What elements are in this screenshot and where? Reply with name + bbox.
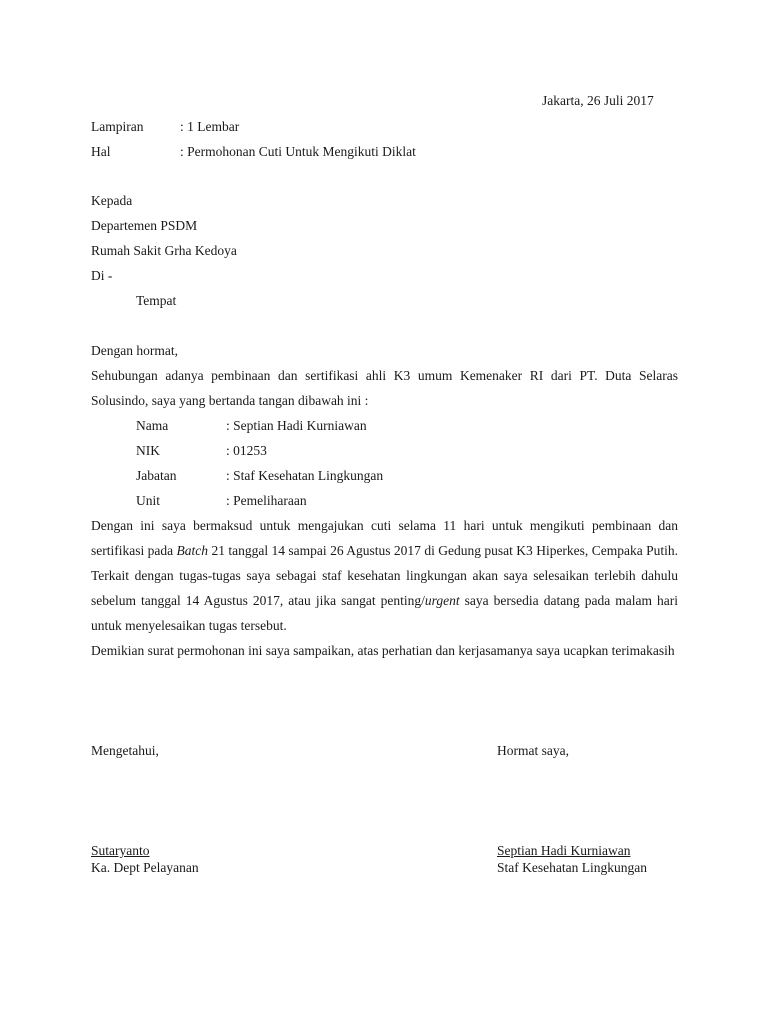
recipient-line-2: Departemen PSDM [91, 218, 198, 233]
recipient-line-4: Di - [91, 268, 113, 283]
body-part-2: 21 tanggal 14 sampai 26 Agustus 2017 di Gedung pusat K3 Hiperkes, Cempaka Putih. Terkait dengan tugas-tugas saya sebagai staf kesehatan lingkungan akan saya selesaikan terlebih dahulu sebelum tanggal 14 Agustus 2017, atau jika sangat penting/ [91, 543, 678, 608]
place-date: Jakarta, 26 Juli 2017 [542, 93, 654, 108]
right-signer-title: Staf Kesehatan Lingkungan [497, 860, 647, 875]
unit-value: : Pemeliharaan [226, 493, 307, 508]
hal-value: : Permohonan Cuti Untuk Mengikuti Diklat [180, 144, 416, 159]
body-paragraph [91, 513, 678, 638]
urgent-word: urgent [424, 593, 460, 608]
nik-label: NIK [136, 443, 160, 458]
batch-word: Batch [176, 543, 209, 558]
jabatan-value: : Staf Kesehatan Lingkungan [226, 468, 384, 483]
right-signature-heading: Hormat saya, [497, 743, 569, 758]
left-signer-title: Ka. Dept Pelayanan [91, 860, 199, 875]
recipient-line-5: Tempat [136, 293, 177, 308]
right-signer-name: Septian Hadi Kurniawan [497, 843, 631, 858]
recipient-line-1: Kepada [91, 193, 133, 208]
recipient-line-3: Rumah Sakit Grha Kedoya [91, 243, 237, 258]
left-signature-heading: Mengetahui, [91, 743, 159, 758]
nama-value: : Septian Hadi Kurniawan [226, 418, 367, 433]
nama-label: Nama [136, 418, 169, 433]
body-part-3: saya bersedia datang pada malam hari untuk menyelesaikan tugas tersebut. [91, 593, 679, 633]
jabatan-label: Jabatan [136, 468, 177, 483]
nik-value: : 01253 [226, 443, 267, 458]
body-part-1: Dengan ini saya bermaksud untuk mengajukan cuti selama 11 hari untuk mengikuti pembinaan dan sertifikasi pada [91, 518, 678, 558]
body-text [91, 513, 678, 638]
lampiran-value: : 1 Lembar [180, 119, 240, 134]
lampiran-label: Lampiran [91, 119, 144, 134]
greeting: Dengan hormat, [91, 343, 178, 358]
intro-text: Sehubungan adanya pembinaan dan sertifikasi ahli K3 umum Kemenaker RI dari PT. Duta Selaras Solusindo, saya yang bertanda tangan dibawah ini : [91, 368, 678, 408]
closing-paragraph [91, 638, 678, 663]
left-signer-name: Sutaryanto [91, 843, 150, 858]
intro-paragraph [91, 363, 678, 413]
hal-label: Hal [91, 144, 111, 159]
unit-label: Unit [136, 493, 161, 508]
closing-text: Demikian surat permohonan ini saya sampaikan, atas perhatian dan kerjasamanya saya ucapkan terimakasih [91, 643, 675, 658]
